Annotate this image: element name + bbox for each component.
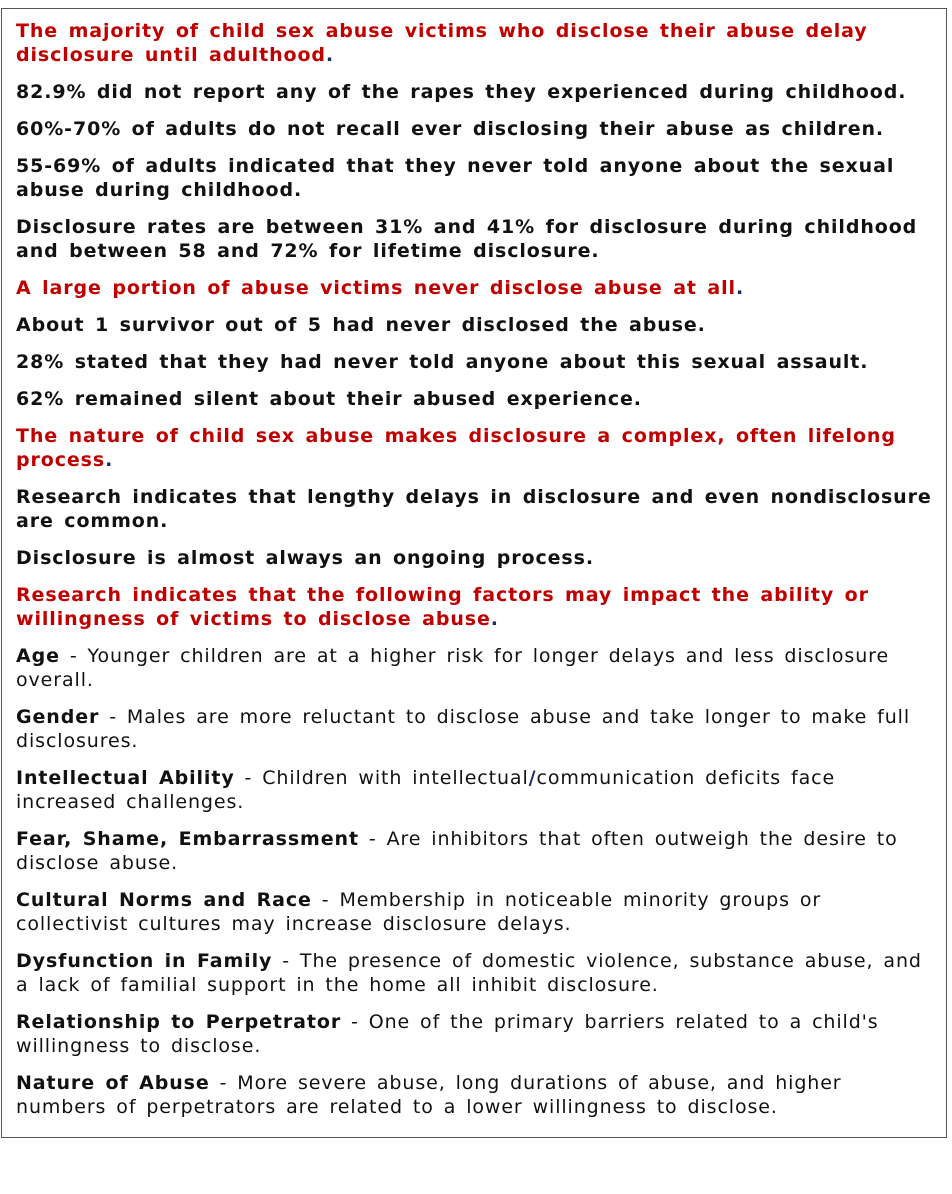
factor-term: Fear, Shame, Embarrassment	[16, 828, 359, 850]
factor-term: Relationship to Perpetrator	[16, 1011, 342, 1033]
factor-description: - Membership in noticeable minority groups or collectivist cultures may increase disclosure delays.	[16, 889, 822, 935]
factor-term: Cultural Norms and Race	[16, 889, 312, 911]
stat-disclosure-rates: Disclosure rates are between 31% and 41% for disclosure during childhood and between 58 and 72% for lifetime disclosure.	[16, 216, 918, 262]
stat-lengthy-delays: Research indicates that lengthy delays in disclosure and even nondisclosure are common.	[16, 486, 932, 532]
stat-never-recall-disclosing: 60%-70% of adults do not recall ever disclosing their abuse as children.	[16, 118, 885, 140]
factor-term: Nature of Abuse	[16, 1072, 210, 1094]
factor-description: - Males are more reluctant to disclose abuse and take longer to make full disclosures.	[16, 706, 911, 752]
factor-nature-of-abuse	[16, 1071, 932, 1119]
stat-one-in-five: About 1 survivor out of 5 had never disclosed the abuse.	[16, 314, 706, 336]
stat-not-reported: 82.9% did not report any of the rapes they experienced during childhood.	[16, 81, 907, 103]
heading-complex-process: The nature of child sex abuse makes disclosure a complex, often lifelong process.	[16, 425, 896, 471]
factor-term: Age	[16, 645, 60, 667]
heading-factors: Research indicates that the following factors may impact the ability or willingness of victims to disclose abuse.	[16, 584, 869, 630]
factor-description: - The presence of domestic violence, substance abuse, and a lack of familial support in the home all inhibit disclosure.	[16, 950, 922, 996]
factor-age	[16, 644, 932, 692]
factor-description: - Are inhibitors that often outweigh the desire to disclose abuse.	[16, 828, 898, 874]
stat-never-told-anyone: 55-69% of adults indicated that they never told anyone about the sexual abuse during childhood.	[16, 155, 895, 201]
stat-62-percent: 62% remained silent about their abused experience.	[16, 388, 642, 410]
heading-never-disclose: A large portion of abuse victims never disclose abuse at all.	[16, 277, 745, 299]
slash-glyph: /	[528, 767, 537, 789]
factor-term: Gender	[16, 706, 100, 728]
stat-ongoing-process: Disclosure is almost always an ongoing process.	[16, 547, 594, 569]
factor-description: - More severe abuse, long durations of abuse, and higher numbers of perpetrators are related to a lower willingness to disclose.	[16, 1072, 842, 1118]
factor-intellectual-ability	[16, 766, 932, 814]
factor-description: - Children with intellectual	[234, 767, 529, 789]
heading-delay-until-adulthood: The majority of child sex abuse victims who disclose their abuse delay disclosure until adulthood.	[16, 20, 868, 66]
factor-term: Intellectual Ability	[16, 767, 235, 789]
factor-family-dysfunction	[16, 949, 932, 997]
factor-gender	[16, 705, 932, 753]
factor-term: Dysfunction in Family	[16, 950, 273, 972]
factor-description: - One of the primary barriers related to a child's willingness to disclose.	[16, 1011, 879, 1057]
factor-fear-shame	[16, 827, 932, 875]
stat-28-percent: 28% stated that they had never told anyone about this sexual assault.	[16, 351, 869, 373]
factor-cultural-norms	[16, 888, 932, 936]
factor-description: - Younger children are at a higher risk for longer delays and less disclosure overall.	[16, 645, 890, 691]
factor-relationship-perpetrator	[16, 1010, 932, 1058]
content-frame	[1, 8, 947, 1138]
factor-description-cont: communication deficits face increased challenges.	[16, 767, 836, 813]
